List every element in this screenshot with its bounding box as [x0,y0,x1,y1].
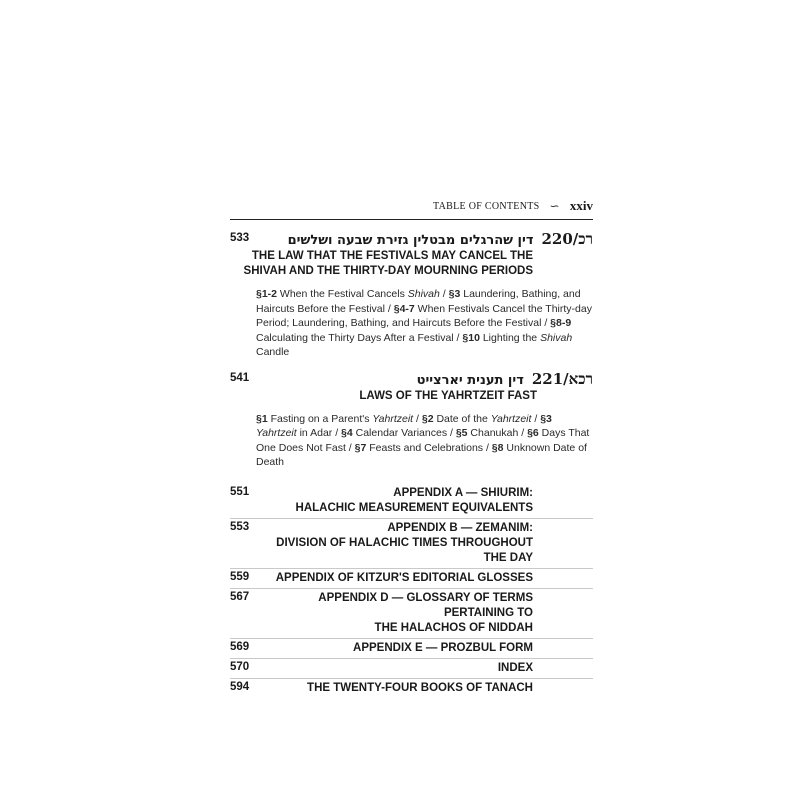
section-text: When Festivals Cancel the Thirty-day Period; Laundering, Bathing, and Haircuts Before the Festival / [256,302,592,329]
ornament-icon: ∽ [549,198,560,213]
section-number: §4-7 [393,302,415,315]
section-number: §8 [491,441,504,454]
appendix-title [270,641,533,656]
section-text: Days That One Does Not Fast / [256,427,590,454]
appendix-title-line: INDEX [497,661,533,674]
running-head-label: TABLE OF CONTENTS [432,200,540,212]
section-text-after: / [531,412,541,425]
section-italic-term: Yahrtzeit [372,412,414,425]
section-text: Date of the [433,412,491,425]
appendix-row[interactable] [230,678,593,698]
appendix-title-line: APPENDIX A — SHIURIM: [393,486,533,499]
appendix-title-line: THE TWENTY-FOUR BOOKS OF TANACH [307,681,533,694]
appendix-list [230,484,593,698]
section-number: §10 [462,331,480,344]
section-number: §4 [341,427,353,439]
section-text-after: in Adar / [296,427,342,439]
hebrew-title: דין תענית יארצייט [416,372,524,388]
appendix-row[interactable] [230,518,593,568]
section-text: Fasting on a Parent's [267,412,373,425]
appendix-title [270,521,533,566]
english-title: THE LAW THAT THE FESTIVALS MAY CANCEL THE [251,250,533,262]
section-number: §6 [527,427,539,439]
section-text: Calculating the Thirty Days After a Festival / [256,331,463,344]
appendix-title [270,571,533,586]
hebrew-title: דין שהרגלים מבטלין גזירת שבעה ושלשים [287,233,534,248]
section-number: §3 [540,412,552,425]
appendix-title-line: HALACHIC MEASUREMENT EQUIVALENTS [295,501,533,514]
appendix-row[interactable] [230,484,593,518]
section-text: Lighting the [479,331,541,344]
siman-heading [230,370,593,389]
section-text-after: / [413,412,422,425]
appendix-title-line: APPENDIX E — PROZBUL FORM [353,641,533,654]
appendix-page-number: 567 [230,590,250,603]
section-text: Feasts and Celebrations / [366,441,492,454]
section-text: Chanukah / [467,427,528,439]
entry-page-number: 541 [230,371,250,384]
section-number: §7 [354,441,367,454]
appendix-row[interactable] [230,588,593,638]
entry-page-number: 533 [230,232,250,244]
appendix-row[interactable] [230,568,593,588]
section-number: §1 [256,412,268,425]
appendix-page-number: 570 [230,660,250,673]
section-italic-term: Shivah [407,288,440,300]
section-text-after: / [439,288,449,300]
appendix-title [270,681,533,696]
siman-entry[interactable] [230,370,593,470]
section-text: Laundering, Bathing, and Haircuts Before the Festival / [256,288,581,315]
appendix-page-number: 594 [230,680,250,693]
appendix-page-number: 559 [230,570,250,583]
section-number: §1-2 [256,288,278,300]
appendix-row[interactable] [230,638,593,658]
appendix-title-line: APPENDIX OF KITZUR'S EDITORIAL GLOSSES [275,571,533,584]
appendix-title [270,486,533,516]
siman-entries [230,230,593,470]
section-text-after: Candle [256,346,290,358]
section-italic-term: Shivah [540,331,573,344]
section-number: §3 [448,288,461,300]
appendix-page-number: 551 [230,485,250,498]
section-italic-term: Yahrtzeit [256,427,297,439]
running-head [230,198,593,220]
appendix-title [270,591,533,636]
section-italic-term: Yahrtzeit [490,412,532,425]
siman-entry[interactable] [230,230,593,360]
section-text: When the Festival Cancels [277,288,408,300]
section-text: Calendar Variances / [352,427,456,439]
appendix-row[interactable] [230,658,593,678]
appendix-title-line: APPENDIX B — ZEMANIM: [387,521,533,534]
appendix-page-number: 569 [230,640,250,653]
appendix-title-line: THE HALACHOS OF NIDDAH [374,621,533,634]
section-summary [256,287,593,360]
english-title: LAWS OF THE YAHRTZEIT FAST [359,389,537,402]
folio-number: xxiv [569,198,593,213]
section-text: Unknown Date of Death [256,441,587,468]
section-number: §2 [421,412,434,425]
toc-page [230,198,593,698]
english-title: SHIVAH AND THE THIRTY-DAY MOURNING PERIODS [243,265,533,277]
appendix-title-line: DIVISION OF HALACHIC TIMES THROUGHOUT THE DAY [276,536,533,564]
section-number: §5 [455,427,468,439]
appendix-title-line: APPENDIX D — GLOSSARY OF TERMS PERTAINING TO [318,591,533,619]
siman-heading [230,230,593,249]
appendix-title [270,661,533,676]
siman-number: 221/רכא [531,369,593,388]
siman-number: 220/רכ [541,230,593,248]
appendix-page-number: 553 [230,520,250,533]
section-number: §8-9 [550,317,572,329]
section-summary [256,412,593,470]
